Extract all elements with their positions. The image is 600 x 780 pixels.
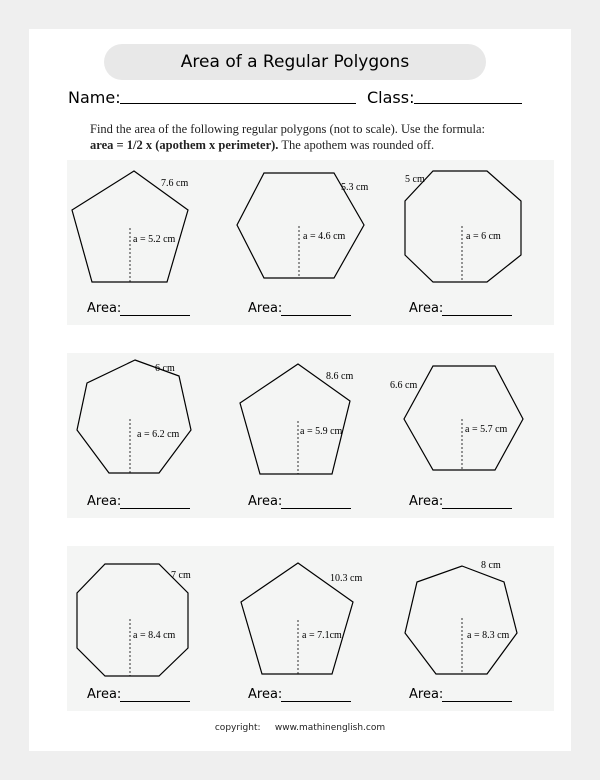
side-length-label: 5.3 cm <box>341 182 369 193</box>
side-length-label: 8 cm <box>481 560 501 571</box>
problem-card-2 <box>228 160 393 325</box>
problem-card-5 <box>228 353 393 518</box>
name-blank[interactable] <box>120 103 356 104</box>
area-answer-blank[interactable] <box>281 508 351 509</box>
apothem-label: a = 5.7 cm <box>465 424 508 435</box>
side-length-label: 7.6 cm <box>161 178 189 189</box>
apothem-label: a = 5.2 cm <box>133 234 176 245</box>
area-label: Area: <box>248 494 283 509</box>
problem-card-3 <box>389 160 554 325</box>
area-label: Area: <box>409 687 444 702</box>
area-answer-blank[interactable] <box>442 701 512 702</box>
apothem-label: a = 7.1cm <box>302 630 342 641</box>
worksheet-title: Area of a Regular Polygons <box>104 44 486 80</box>
problem-card-1 <box>67 160 232 325</box>
area-answer-blank[interactable] <box>281 315 351 316</box>
area-label: Area: <box>409 494 444 509</box>
side-length-label: 6 cm <box>155 363 175 374</box>
heptagon-shape <box>77 360 191 473</box>
apothem-label: a = 5.9 cm <box>300 426 343 437</box>
copyright-footer <box>0 723 600 733</box>
instructions-line1: Find the area of the following regular polygons (not to scale). Use the formula: <box>90 122 486 136</box>
area-answer-blank[interactable] <box>442 508 512 509</box>
apothem-label: a = 8.4 cm <box>133 630 176 641</box>
area-label: Area: <box>87 687 122 702</box>
class-blank[interactable] <box>414 103 522 104</box>
area-answer-blank[interactable] <box>120 701 190 702</box>
area-answer-blank[interactable] <box>120 508 190 509</box>
problem-card-7 <box>67 546 232 711</box>
side-length-label: 7 cm <box>171 570 191 581</box>
area-label: Area: <box>87 301 122 316</box>
area-label: Area: <box>248 687 283 702</box>
apothem-label: a = 6.2 cm <box>137 429 180 440</box>
area-answer-blank[interactable] <box>281 701 351 702</box>
class-label: Class: <box>367 88 415 107</box>
problem-card-8 <box>228 546 393 711</box>
apothem-label: a = 8.3 cm <box>467 630 510 641</box>
instructions-formula: area = 1/2 x (apothem x perimeter). <box>90 138 279 152</box>
problem-card-6 <box>389 353 554 518</box>
area-label: Area: <box>248 301 283 316</box>
area-label: Area: <box>409 301 444 316</box>
name-label: Name: <box>68 88 121 107</box>
instructions-line2: The apothem was rounded off. <box>278 138 435 152</box>
heptagon-shape <box>405 566 517 674</box>
side-length-label: 8.6 cm <box>326 371 354 382</box>
side-length-label: 10.3 cm <box>330 573 363 584</box>
area-label: Area: <box>87 494 122 509</box>
instructions <box>90 121 530 153</box>
apothem-label: a = 4.6 cm <box>303 231 346 242</box>
problem-card-9 <box>389 546 554 711</box>
area-answer-blank[interactable] <box>120 315 190 316</box>
area-answer-blank[interactable] <box>442 315 512 316</box>
apothem-label: a = 6 cm <box>466 231 501 242</box>
octagon-shape <box>405 171 521 282</box>
side-length-label: 6.6 cm <box>390 380 418 391</box>
problem-card-4 <box>67 353 232 518</box>
side-length-label: 5 cm <box>405 174 425 185</box>
copyright-label: copyright: <box>214 723 261 733</box>
copyright-site: www.mathinenglish.com <box>274 723 386 733</box>
hexagon-shape <box>404 366 523 470</box>
